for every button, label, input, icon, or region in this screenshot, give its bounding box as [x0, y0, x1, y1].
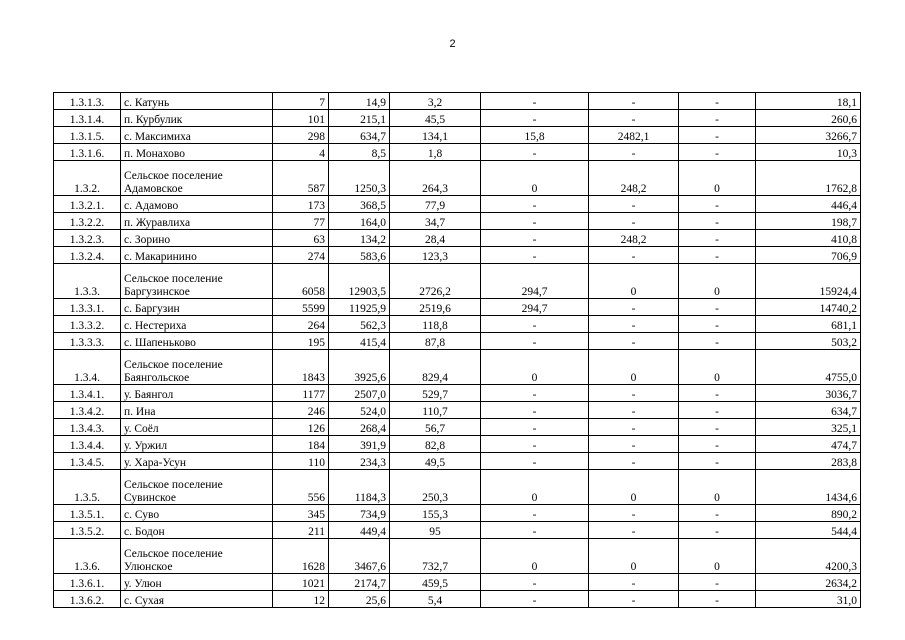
value-1-cell: 25,6 — [329, 591, 390, 608]
data-table — [53, 92, 861, 608]
value-5-cell: 0 — [679, 264, 756, 299]
total-cell: 4755,0 — [756, 350, 861, 385]
value-1-cell: 368,5 — [329, 196, 390, 213]
value-5-cell: - — [679, 127, 756, 144]
page-number: 2 — [449, 38, 456, 50]
value-1-cell: 234,3 — [329, 453, 390, 470]
table-row — [54, 144, 861, 161]
value-4-cell: - — [589, 333, 679, 350]
population-cell: 110 — [273, 453, 329, 470]
row-code-cell: 1.3.2. — [54, 161, 121, 196]
table-row — [54, 385, 861, 402]
value-3-cell: 294,7 — [481, 299, 589, 316]
row-name-cell: с. Зорино — [121, 230, 273, 247]
value-2-cell: 28,4 — [390, 230, 481, 247]
total-cell: 3036,7 — [756, 385, 861, 402]
row-name-cell: п. Журавлиха — [121, 213, 273, 230]
total-cell: 706,9 — [756, 247, 861, 264]
row-name-cell: у. Улюн — [121, 574, 273, 591]
table-row — [54, 419, 861, 436]
population-cell: 1843 — [273, 350, 329, 385]
population-cell: 12 — [273, 591, 329, 608]
population-cell: 587 — [273, 161, 329, 196]
table-row — [54, 127, 861, 144]
row-code-cell: 1.3.5.1. — [54, 505, 121, 522]
table-row — [54, 470, 861, 505]
value-1-cell: 3467,6 — [329, 539, 390, 574]
row-code-cell: 1.3.4.1. — [54, 385, 121, 402]
value-2-cell: 1,8 — [390, 144, 481, 161]
value-4-cell: 2482,1 — [589, 127, 679, 144]
value-2-cell: 77,9 — [390, 196, 481, 213]
total-cell: 446,4 — [756, 196, 861, 213]
population-cell: 195 — [273, 333, 329, 350]
value-2-cell: 529,7 — [390, 385, 481, 402]
value-4-cell: 248,2 — [589, 230, 679, 247]
row-name-cell: с. Суво — [121, 505, 273, 522]
value-2-cell: 45,5 — [390, 110, 481, 127]
table-row — [54, 333, 861, 350]
value-4-cell: 0 — [589, 470, 679, 505]
table-row — [54, 453, 861, 470]
value-5-cell: - — [679, 230, 756, 247]
value-4-cell: 0 — [589, 539, 679, 574]
population-cell: 7 — [273, 93, 329, 110]
total-cell: 18,1 — [756, 93, 861, 110]
population-cell: 6058 — [273, 264, 329, 299]
table-row — [54, 350, 861, 385]
table-row — [54, 213, 861, 230]
table-row — [54, 539, 861, 574]
table-row — [54, 402, 861, 419]
total-cell: 283,8 — [756, 453, 861, 470]
value-5-cell: - — [679, 247, 756, 264]
value-3-cell: - — [481, 196, 589, 213]
value-1-cell: 11925,9 — [329, 299, 390, 316]
value-4-cell: - — [589, 110, 679, 127]
value-4-cell: - — [589, 385, 679, 402]
value-1-cell: 2174,7 — [329, 574, 390, 591]
value-1-cell: 12903,5 — [329, 264, 390, 299]
row-name-cell: с. Бодон — [121, 522, 273, 539]
population-cell: 173 — [273, 196, 329, 213]
row-code-cell: 1.3.1.5. — [54, 127, 121, 144]
row-name-cell: с. Макаринино — [121, 247, 273, 264]
population-cell: 126 — [273, 419, 329, 436]
value-5-cell: - — [679, 196, 756, 213]
value-1-cell: 164,0 — [329, 213, 390, 230]
value-4-cell: - — [589, 213, 679, 230]
row-code-cell: 1.3.1.4. — [54, 110, 121, 127]
table-row — [54, 110, 861, 127]
table-row — [54, 196, 861, 213]
row-name-cell: у. Хара-Усун — [121, 453, 273, 470]
value-4-cell: 0 — [589, 264, 679, 299]
value-5-cell: 0 — [679, 350, 756, 385]
value-1-cell: 734,9 — [329, 505, 390, 522]
row-code-cell: 1.3.6. — [54, 539, 121, 574]
value-5-cell: - — [679, 574, 756, 591]
value-1-cell: 391,9 — [329, 436, 390, 453]
value-5-cell: - — [679, 591, 756, 608]
total-cell: 31,0 — [756, 591, 861, 608]
row-code-cell: 1.3.2.3. — [54, 230, 121, 247]
value-3-cell: 0 — [481, 161, 589, 196]
value-4-cell: - — [589, 505, 679, 522]
value-3-cell: - — [481, 110, 589, 127]
row-name-cell: с. Катунь — [121, 93, 273, 110]
total-cell: 503,2 — [756, 333, 861, 350]
value-4-cell: - — [589, 299, 679, 316]
row-name-cell: с. Максимиха — [121, 127, 273, 144]
value-3-cell: - — [481, 505, 589, 522]
value-3-cell: - — [481, 522, 589, 539]
total-cell: 681,1 — [756, 316, 861, 333]
value-5-cell: - — [679, 110, 756, 127]
value-4-cell: - — [589, 591, 679, 608]
row-name-cell: п. Курбулик — [121, 110, 273, 127]
population-cell: 77 — [273, 213, 329, 230]
row-code-cell: 1.3.2.1. — [54, 196, 121, 213]
row-name-cell: с. Нестериха — [121, 316, 273, 333]
table-row — [54, 436, 861, 453]
row-code-cell: 1.3.3. — [54, 264, 121, 299]
population-cell: 345 — [273, 505, 329, 522]
value-5-cell: - — [679, 402, 756, 419]
total-cell: 4200,3 — [756, 539, 861, 574]
value-1-cell: 8,5 — [329, 144, 390, 161]
total-cell: 890,2 — [756, 505, 861, 522]
value-4-cell: 0 — [589, 350, 679, 385]
row-code-cell: 1.3.3.1. — [54, 299, 121, 316]
total-cell: 10,3 — [756, 144, 861, 161]
row-name-cell: с. Шапеньково — [121, 333, 273, 350]
value-3-cell: - — [481, 213, 589, 230]
value-2-cell: 5,4 — [390, 591, 481, 608]
total-cell: 544,4 — [756, 522, 861, 539]
table-row — [54, 591, 861, 608]
value-1-cell: 524,0 — [329, 402, 390, 419]
population-cell: 101 — [273, 110, 329, 127]
value-5-cell: 0 — [679, 161, 756, 196]
value-3-cell: 0 — [481, 539, 589, 574]
value-4-cell: 248,2 — [589, 161, 679, 196]
population-cell: 5599 — [273, 299, 329, 316]
value-2-cell: 87,8 — [390, 333, 481, 350]
table-row — [54, 247, 861, 264]
row-code-cell: 1.3.2.4. — [54, 247, 121, 264]
row-name-cell: у. Соёл — [121, 419, 273, 436]
value-5-cell: - — [679, 505, 756, 522]
value-4-cell: - — [589, 419, 679, 436]
value-3-cell: - — [481, 453, 589, 470]
value-5-cell: - — [679, 144, 756, 161]
value-5-cell: - — [679, 299, 756, 316]
value-2-cell: 2519,6 — [390, 299, 481, 316]
row-code-cell: 1.3.6.2. — [54, 591, 121, 608]
value-3-cell: - — [481, 144, 589, 161]
population-cell: 246 — [273, 402, 329, 419]
population-cell: 184 — [273, 436, 329, 453]
value-3-cell: - — [481, 436, 589, 453]
value-4-cell: - — [589, 436, 679, 453]
value-4-cell: - — [589, 522, 679, 539]
total-cell: 260,6 — [756, 110, 861, 127]
population-cell: 264 — [273, 316, 329, 333]
population-cell: 63 — [273, 230, 329, 247]
table-row — [54, 230, 861, 247]
value-2-cell: 82,8 — [390, 436, 481, 453]
value-2-cell: 250,3 — [390, 470, 481, 505]
value-5-cell: - — [679, 385, 756, 402]
value-3-cell: - — [481, 419, 589, 436]
value-2-cell: 459,5 — [390, 574, 481, 591]
value-1-cell: 14,9 — [329, 93, 390, 110]
value-2-cell: 123,3 — [390, 247, 481, 264]
total-cell: 474,7 — [756, 436, 861, 453]
row-name-cell: п. Монахово — [121, 144, 273, 161]
value-2-cell: 110,7 — [390, 402, 481, 419]
row-code-cell: 1.3.1.3. — [54, 93, 121, 110]
value-5-cell: - — [679, 333, 756, 350]
value-1-cell: 415,4 — [329, 333, 390, 350]
value-4-cell: - — [589, 402, 679, 419]
row-code-cell: 1.3.5.2. — [54, 522, 121, 539]
value-4-cell: - — [589, 144, 679, 161]
value-5-cell: - — [679, 522, 756, 539]
value-1-cell: 134,2 — [329, 230, 390, 247]
total-cell: 325,1 — [756, 419, 861, 436]
value-3-cell: 294,7 — [481, 264, 589, 299]
table-row — [54, 264, 861, 299]
value-1-cell: 634,7 — [329, 127, 390, 144]
value-5-cell: - — [679, 453, 756, 470]
row-code-cell: 1.3.4.3. — [54, 419, 121, 436]
value-3-cell: - — [481, 385, 589, 402]
value-3-cell: - — [481, 402, 589, 419]
value-2-cell: 2726,2 — [390, 264, 481, 299]
value-1-cell: 583,6 — [329, 247, 390, 264]
value-3-cell: - — [481, 93, 589, 110]
row-name-cell: у. Уржил — [121, 436, 273, 453]
table-row — [54, 93, 861, 110]
population-cell: 274 — [273, 247, 329, 264]
row-name-cell: с. Баргузин — [121, 299, 273, 316]
value-2-cell: 732,7 — [390, 539, 481, 574]
value-5-cell: 0 — [679, 539, 756, 574]
population-cell: 211 — [273, 522, 329, 539]
row-name-cell: п. Ина — [121, 402, 273, 419]
value-3-cell: - — [481, 316, 589, 333]
table-row — [54, 574, 861, 591]
value-5-cell: 0 — [679, 470, 756, 505]
table-row — [54, 522, 861, 539]
value-2-cell: 264,3 — [390, 161, 481, 196]
row-code-cell: 1.3.4.5. — [54, 453, 121, 470]
value-2-cell: 829,4 — [390, 350, 481, 385]
value-5-cell: - — [679, 93, 756, 110]
row-code-cell: 1.3.2.2. — [54, 213, 121, 230]
population-cell: 1021 — [273, 574, 329, 591]
value-3-cell: 15,8 — [481, 127, 589, 144]
population-cell: 1628 — [273, 539, 329, 574]
total-cell: 1434,6 — [756, 470, 861, 505]
total-cell: 3266,7 — [756, 127, 861, 144]
total-cell: 2634,2 — [756, 574, 861, 591]
value-1-cell: 1184,3 — [329, 470, 390, 505]
value-1-cell: 562,3 — [329, 316, 390, 333]
value-2-cell: 56,7 — [390, 419, 481, 436]
value-1-cell: 2507,0 — [329, 385, 390, 402]
total-cell: 410,8 — [756, 230, 861, 247]
row-name-cell: с. Адамово — [121, 196, 273, 213]
value-1-cell: 449,4 — [329, 522, 390, 539]
value-3-cell: 0 — [481, 470, 589, 505]
value-2-cell: 155,3 — [390, 505, 481, 522]
value-5-cell: - — [679, 419, 756, 436]
value-3-cell: - — [481, 247, 589, 264]
value-5-cell: - — [679, 213, 756, 230]
population-cell: 298 — [273, 127, 329, 144]
total-cell: 1762,8 — [756, 161, 861, 196]
value-3-cell: - — [481, 230, 589, 247]
value-2-cell: 118,8 — [390, 316, 481, 333]
row-code-cell: 1.3.5. — [54, 470, 121, 505]
row-code-cell: 1.3.1.6. — [54, 144, 121, 161]
population-cell: 1177 — [273, 385, 329, 402]
total-cell: 14740,2 — [756, 299, 861, 316]
row-code-cell: 1.3.3.2. — [54, 316, 121, 333]
value-2-cell: 3,2 — [390, 93, 481, 110]
value-4-cell: - — [589, 316, 679, 333]
value-1-cell: 3925,6 — [329, 350, 390, 385]
value-5-cell: - — [679, 436, 756, 453]
row-name-cell: Сельское поселение Адамовское — [121, 161, 273, 196]
population-cell: 556 — [273, 470, 329, 505]
value-5-cell: - — [679, 316, 756, 333]
value-4-cell: - — [589, 453, 679, 470]
value-4-cell: - — [589, 196, 679, 213]
row-code-cell: 1.3.4. — [54, 350, 121, 385]
row-code-cell: 1.3.3.3. — [54, 333, 121, 350]
value-2-cell: 34,7 — [390, 213, 481, 230]
value-1-cell: 1250,3 — [329, 161, 390, 196]
row-code-cell: 1.3.4.2. — [54, 402, 121, 419]
total-cell: 198,7 — [756, 213, 861, 230]
value-3-cell: - — [481, 333, 589, 350]
value-1-cell: 215,1 — [329, 110, 390, 127]
row-name-cell: с. Сухая — [121, 591, 273, 608]
row-name-cell: Сельское поселение Улюнское — [121, 539, 273, 574]
value-4-cell: - — [589, 574, 679, 591]
row-name-cell: у. Баянгол — [121, 385, 273, 402]
table-row — [54, 316, 861, 333]
value-3-cell: - — [481, 591, 589, 608]
row-code-cell: 1.3.6.1. — [54, 574, 121, 591]
table-row — [54, 161, 861, 196]
table-row — [54, 299, 861, 316]
value-3-cell: 0 — [481, 350, 589, 385]
value-2-cell: 134,1 — [390, 127, 481, 144]
row-name-cell: Сельское поселение Баргузинское — [121, 264, 273, 299]
total-cell: 634,7 — [756, 402, 861, 419]
row-code-cell: 1.3.4.4. — [54, 436, 121, 453]
value-2-cell: 49,5 — [390, 453, 481, 470]
row-name-cell: Сельское поселение Баянгольское — [121, 350, 273, 385]
value-3-cell: - — [481, 574, 589, 591]
row-name-cell: Сельское поселение Сувинское — [121, 470, 273, 505]
table-row — [54, 505, 861, 522]
value-4-cell: - — [589, 93, 679, 110]
value-4-cell: - — [589, 247, 679, 264]
total-cell: 15924,4 — [756, 264, 861, 299]
value-1-cell: 268,4 — [329, 419, 390, 436]
value-2-cell: 95 — [390, 522, 481, 539]
population-cell: 4 — [273, 144, 329, 161]
table-body — [54, 93, 861, 608]
